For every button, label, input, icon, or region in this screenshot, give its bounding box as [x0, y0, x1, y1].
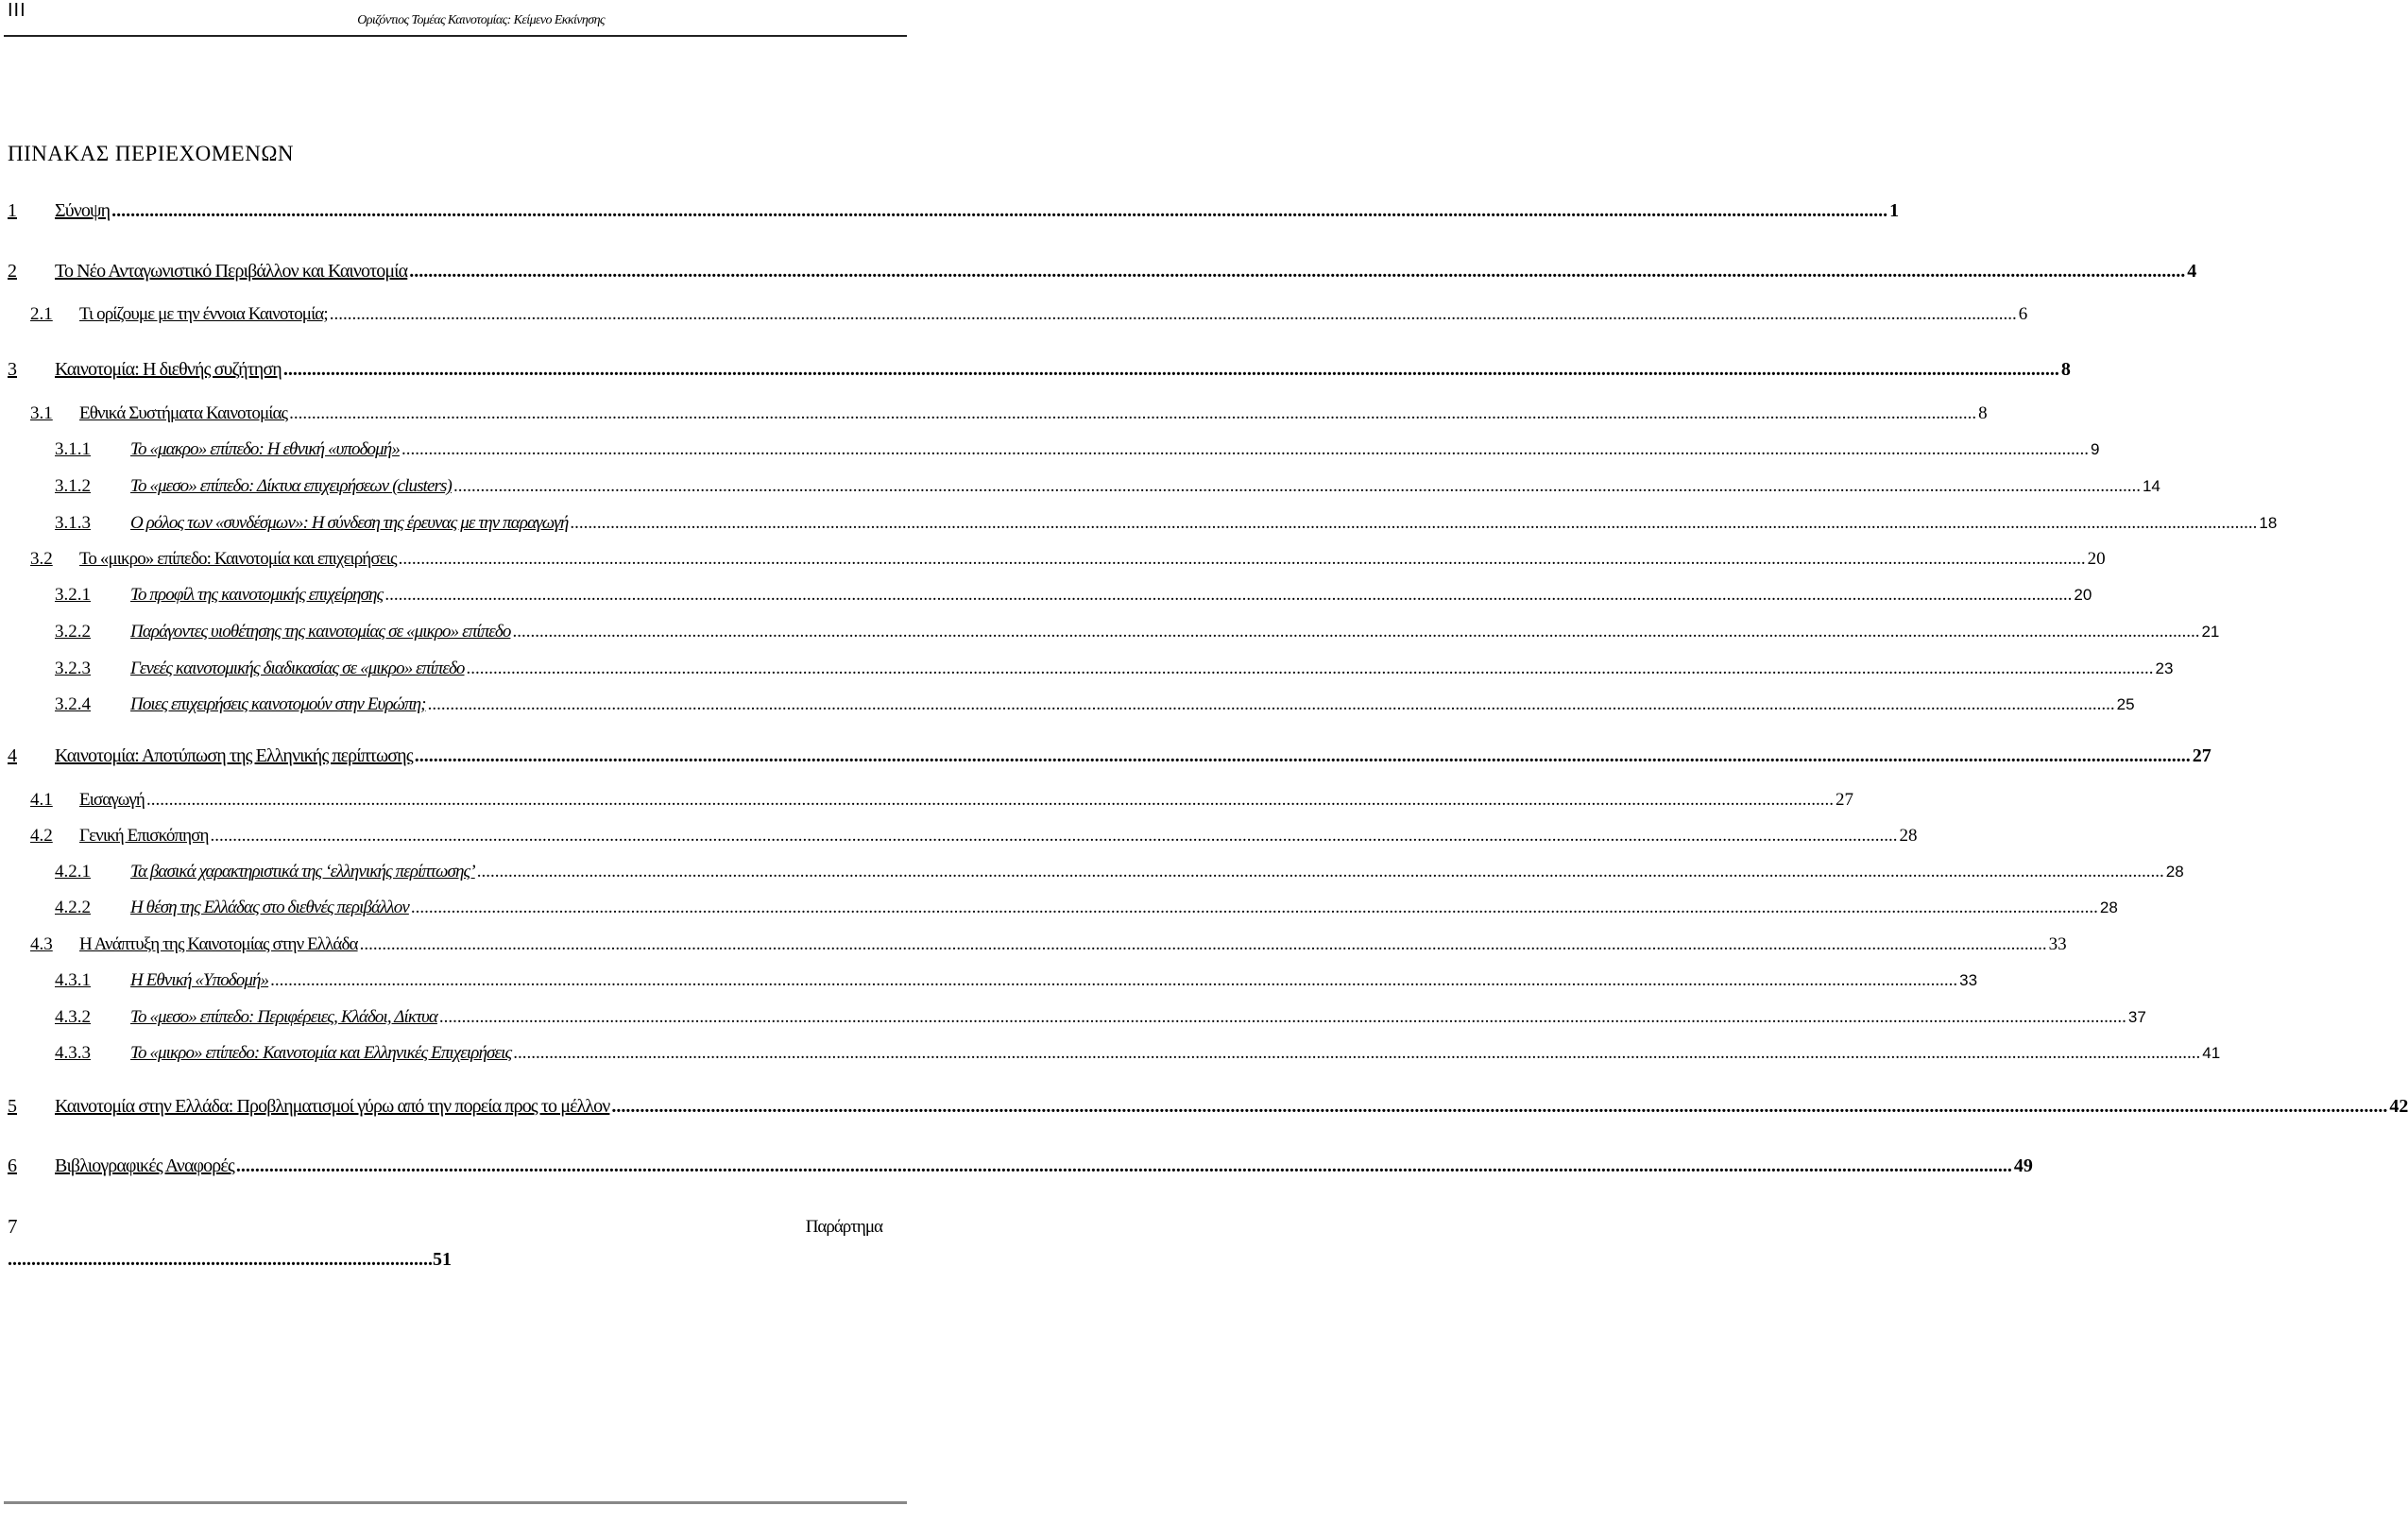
toc-entry[interactable]	[30, 304, 2028, 325]
toc-entry-page: 25	[2116, 695, 2135, 713]
toc-entry[interactable]	[8, 359, 2071, 381]
toc-entry-title[interactable]: Το Νέο Ανταγωνιστικό Περιβάλλον και Καινοτομία	[55, 261, 408, 282]
toc-entry-page: 28	[2165, 863, 2184, 881]
toc-entry-title[interactable]: Το «μεσο» επίπεδο: Περιφέρειες, Κλάδοι, Δίκτυα	[130, 1007, 437, 1027]
toc-entry-page: 9	[2090, 440, 2100, 458]
toc-entry-page: 51	[433, 1249, 452, 1270]
toc-entry-page: 20	[2087, 549, 2106, 569]
toc-entry-number[interactable]: 3.2.3	[55, 659, 91, 678]
toc-entry-continuation	[8, 1249, 452, 1271]
toc-entry[interactable]	[8, 200, 1900, 222]
toc-entry-page: 6	[2018, 304, 2028, 324]
toc-entry[interactable]	[55, 513, 2278, 534]
toc-leader-dots	[146, 790, 1834, 811]
toc-entry-number[interactable]: 1	[8, 200, 17, 221]
toc-entry-number[interactable]: 4.3.2	[55, 1007, 91, 1027]
toc-entry[interactable]	[55, 898, 2118, 918]
toc-entry-title[interactable]: Εισαγωγή	[79, 790, 145, 810]
toc-entry-title[interactable]: Το «μεσο» επίπεδο: Δίκτυα επιχειρήσεων (clusters)	[130, 476, 452, 496]
toc-leader-dots	[428, 694, 2115, 715]
toc-leader-dots	[330, 304, 2017, 325]
toc-entry-number[interactable]: 6	[8, 1155, 17, 1176]
toc-leader-dots	[512, 622, 2199, 642]
toc-entry-number[interactable]: 4.2.1	[55, 862, 91, 881]
toc-leader-dots	[289, 403, 1976, 424]
header-rule	[4, 35, 907, 37]
toc-entry[interactable]	[55, 439, 2100, 460]
toc-entry-page: 41	[2202, 1044, 2221, 1062]
toc-entry[interactable]	[55, 622, 2220, 642]
toc-leader-dots	[211, 826, 1898, 847]
toc-entry-page: 18	[2259, 514, 2278, 532]
toc-entry[interactable]	[30, 934, 2067, 955]
toc-entry-page: 14	[2142, 477, 2160, 495]
toc-entry[interactable]	[8, 1155, 2033, 1177]
toc-leader-dots	[401, 439, 2089, 460]
toc-leader-dots	[111, 200, 1887, 222]
toc-leader-dots	[611, 1096, 2387, 1118]
toc-entry[interactable]	[8, 745, 2212, 767]
toc-entry-number[interactable]: 3	[8, 359, 17, 380]
toc-entry-title[interactable]: Παράγοντες υιοθέτησης της καινοτομίας σε «μικρο» επίπεδο	[130, 622, 511, 642]
toc-entry-page: 27	[1835, 790, 1853, 810]
toc-entry-number[interactable]: 4.3	[30, 934, 53, 954]
toc-entry-number[interactable]: 4.3.3	[55, 1043, 91, 1063]
toc-leader-dots	[283, 359, 2059, 381]
toc-entry-title[interactable]: Ποιες επιχειρήσεις καινοτομούν στην Ευρώπη;	[130, 694, 426, 714]
toc-leader-dots	[439, 1007, 2126, 1028]
toc-entry-page: 33	[1959, 971, 1978, 989]
toc-entry-page: 8	[2060, 359, 2071, 380]
toc-entry-number[interactable]: 4	[8, 745, 17, 766]
toc-entry-number[interactable]: 7	[8, 1215, 18, 1238]
toc-entry-number[interactable]: 4.2.2	[55, 898, 91, 917]
toc-entry-page: 28	[2099, 898, 2118, 916]
toc-leader-dots	[415, 745, 2191, 767]
toc-entry-page: 27	[2192, 745, 2212, 766]
toc-entry-title[interactable]: Εθνικά Συστήματα Καινοτομίας	[79, 403, 288, 423]
toc-leader-dots	[453, 476, 2141, 497]
toc-title: ΠΙΝΑΚΑΣ ΠΕΡΙΕΧΟΜΕΝΩΝ	[8, 142, 295, 165]
toc-entry-number[interactable]: 3.1.1	[55, 439, 91, 459]
toc-entry[interactable]	[30, 549, 2106, 570]
toc-entry-title[interactable]: Καινοτομία: Η διεθνής συζήτηση	[55, 359, 282, 380]
toc-leader-dots	[270, 970, 1957, 991]
toc-entry-title[interactable]: Καινοτομία: Αποτύπωση της Ελληνικής περίπτωσης	[55, 745, 413, 766]
toc-entry-number[interactable]: 3.1.3	[55, 513, 91, 533]
toc-leader-dots	[409, 261, 2185, 282]
toc-entry-page: 33	[2048, 934, 2067, 954]
toc-leader-dots	[384, 585, 2072, 606]
toc-entry[interactable]	[55, 476, 2160, 497]
toc-entry[interactable]	[55, 659, 2174, 679]
toc-leader-dots	[477, 862, 2164, 882]
toc-leader-dots	[411, 898, 2098, 918]
toc-entry-number[interactable]: 3.1.2	[55, 476, 91, 496]
toc-entry[interactable]	[30, 403, 1988, 424]
toc-entry-title[interactable]: Το «μακρο» επίπεδο: Η εθνική «υποδομή»	[130, 439, 400, 459]
toc-entry-title[interactable]: Ο ρόλος των «συνδέσμων»: Η σύνδεση της έρευνας με την παραγωγή	[130, 513, 569, 533]
toc-entry[interactable]	[8, 261, 2197, 282]
toc-entry[interactable]	[30, 790, 1853, 811]
toc-entry-number[interactable]: 2	[8, 261, 17, 282]
toc-entry-number[interactable]: 4.2	[30, 826, 53, 846]
toc-entry-title[interactable]: Το «μικρο» επίπεδο: Καινοτομία και επιχειρήσεις	[79, 549, 397, 569]
toc-leader-dots: ..........................................................................................	[8, 1249, 433, 1270]
toc-entry-title[interactable]: Η Εθνική «Υποδομή»	[130, 970, 269, 990]
toc-leader-dots	[399, 549, 2086, 570]
toc-entry-page: 21	[2201, 623, 2220, 641]
toc-entry-number[interactable]: 3.2	[30, 549, 53, 569]
toc-entry-page: 1	[1889, 200, 1900, 221]
toc-entry-title[interactable]: Το «μικρο» επίπεδο: Καινοτομία και Ελληνικές Επιχειρήσεις	[130, 1043, 512, 1063]
toc-entry-page: 20	[2074, 586, 2092, 604]
toc-entry[interactable]	[55, 694, 2135, 715]
toc-entry-title[interactable]: Παράρτημα	[805, 1217, 882, 1237]
toc-entry[interactable]	[55, 862, 2184, 882]
toc-entry-page: 4	[2187, 261, 2197, 282]
toc-entry-number[interactable]: 3.1	[30, 403, 53, 423]
toc-entry[interactable]	[55, 1007, 2146, 1028]
toc-entry-title[interactable]: Καινοτομία στην Ελλάδα: Προβληματισμοί γύρω από την πορεία προς το μέλλον	[55, 1096, 610, 1117]
toc-entry-title[interactable]: Το προφίλ της καινοτομικής επιχείρησης	[130, 585, 384, 605]
toc-entry-number[interactable]: 3.2.1	[55, 585, 91, 605]
toc-leader-dots	[236, 1155, 2012, 1177]
toc-entry-title[interactable]: Βιβλιογραφικές Αναφορές	[55, 1155, 234, 1176]
toc-entry[interactable]	[55, 1043, 2221, 1064]
toc-leader-dots	[467, 659, 2154, 679]
toc-entry-title[interactable]: Τι ορίζουμε με την έννοια Καινοτομία;	[79, 304, 328, 324]
toc-leader-dots	[360, 934, 2047, 955]
toc-entry-title[interactable]: Τα βασικά χαρακτηριστικά της ‘ελληνικής περίπτωσης’	[130, 862, 475, 881]
toc-entry-title[interactable]: Γενική Επισκόπηση	[79, 826, 209, 846]
footer-rule	[4, 1501, 907, 1504]
toc-entry-title[interactable]: Γενεές καινοτομικής διαδικασίας σε «μικρο» επίπεδο	[130, 659, 465, 678]
toc-entry-page: 23	[2155, 659, 2174, 677]
toc-entry-title[interactable]: Η Ανάπτυξη της Καινοτομίας στην Ελλάδα	[79, 934, 358, 954]
toc-entry-title[interactable]: Σύνοψη	[55, 200, 111, 221]
toc-entry-page: 49	[2013, 1155, 2033, 1176]
toc-entry[interactable]	[55, 585, 2092, 606]
toc-entry-number[interactable]: 5	[8, 1096, 17, 1117]
page-number: III	[8, 0, 26, 21]
toc-entry-page: 42	[2389, 1096, 2408, 1117]
toc-entry-page: 28	[1899, 826, 1918, 846]
toc-entry-page: 37	[2127, 1008, 2146, 1026]
toc-entry-page: 8	[1978, 403, 1988, 423]
toc-entry[interactable]	[30, 826, 1918, 847]
toc-entry[interactable]	[55, 970, 1978, 991]
toc-entry-title[interactable]: Η θέση της Ελλάδας στο διεθνές περιβάλλον	[130, 898, 409, 917]
toc-entry[interactable]	[8, 1096, 2408, 1118]
toc-entry-number[interactable]: 4.1	[30, 790, 53, 810]
toc-entry-number[interactable]: 3.2.2	[55, 622, 91, 642]
toc-entry-number[interactable]: 3.2.4	[55, 694, 91, 714]
toc-leader-dots	[513, 1043, 2200, 1064]
toc-entry-number[interactable]: 4.3.1	[55, 970, 91, 990]
toc-leader-dots	[570, 513, 2257, 534]
toc-entry-number[interactable]: 2.1	[30, 304, 53, 324]
running-header: Οριζόντιος Τομέας Καινοτομίας: Κείμενο Εκκίνησης	[357, 13, 605, 27]
